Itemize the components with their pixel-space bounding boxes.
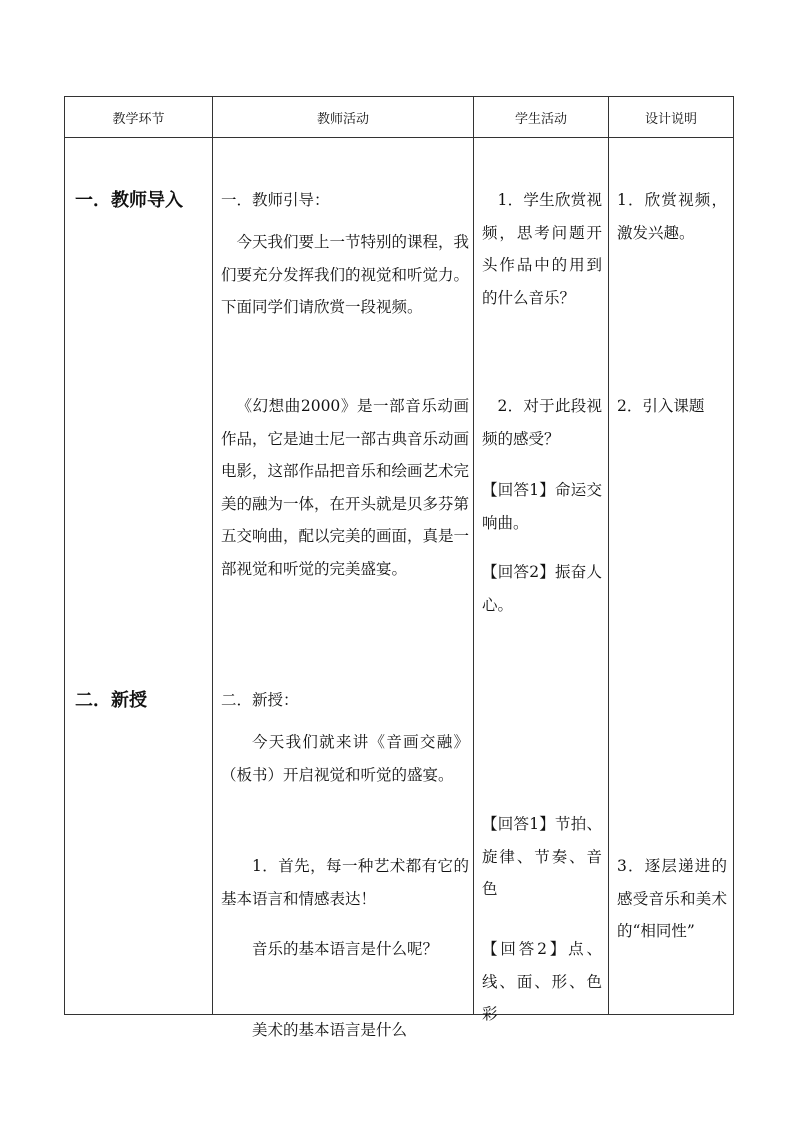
art-language-paragraph: 1．首先，每一种艺术都有它的基本语言和情感表达！ [221,857,469,908]
student-answer-music: 【回答1】节拍、旋律、节奏、音色 [482,815,602,898]
table-row [65,138,734,1015]
student-answer-art: 【回答2】点、线、面、形、色彩 [482,940,602,1023]
header-teacher-activity: 教师活动 [213,97,474,138]
music-language-question: 音乐的基本语言是什么呢？ [252,940,439,958]
student-task-1: 1．学生欣赏视频，思考问题开头作品中的用到的什么音乐？ [482,191,602,307]
fantasia-paragraph: 《幻想曲2000》是一部音乐动画作品，它是迪士尼一部古典音乐动画电影，这部作品把音乐和绘画艺术完美的融为一体，在开头就是贝多芬第五交响曲，配以完美的画面，真是一部视觉和听觉的完美盛宴。 [221,397,470,578]
header-design-notes: 设计说明 [609,97,734,138]
student-task-2: 2．对于此段视频的感受？ [482,397,602,448]
design-note-2: 2．引入课题 [617,397,705,415]
header-teaching-stage: 教学环节 [65,97,213,138]
design-note-3: 3．逐层递进的感受音乐和美术的“相同性” [617,857,727,940]
section-title-intro: 一．教师导入 [75,190,183,211]
new-lesson-heading: 二．新授： [221,691,299,709]
table-header-row [65,97,734,138]
lesson-plan-table [64,96,734,1039]
student-activity-cell [474,138,609,1023]
student-answer-1: 【回答1】命运交响曲。 [482,481,602,532]
student-answer-2: 【回答2】振奋人心。 [482,563,602,614]
header-student-activity: 学生活动 [474,97,609,138]
teacher-guide-heading: 一．教师引导： [221,191,330,209]
design-note-1: 1．欣赏视频，激发兴趣。 [617,191,727,242]
art-language-question: 美术的基本语言是什么 [252,1021,408,1039]
stage-cell [65,138,213,1015]
new-lesson-paragraph: 今天我们就来讲《音画交融》（板书）开启视觉和听觉的盛宴。 [221,733,469,784]
section-title-new-lesson: 二．新授 [75,690,147,711]
teacher-intro-paragraph: 今天我们要上一节特别的课程，我们要充分发挥我们的视觉和听觉力。下面同学们请欣赏一段视频。 [221,233,470,316]
teacher-activity-cell [213,138,474,1039]
design-notes-cell [609,138,734,1015]
